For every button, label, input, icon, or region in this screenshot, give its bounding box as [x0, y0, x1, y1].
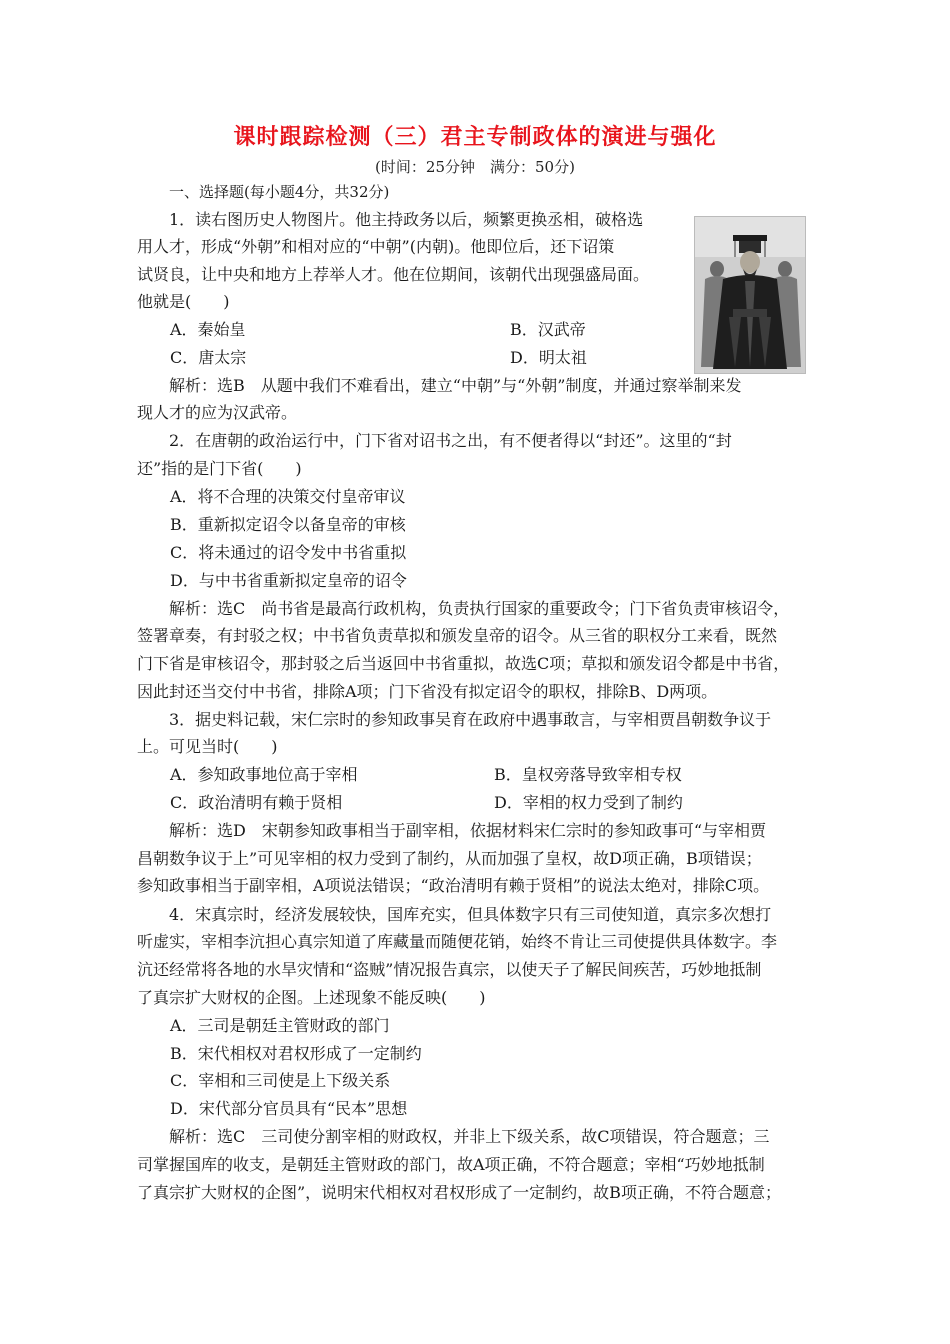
q1-analysis-1: 解析：选B 从题中我们不难看出，建立“中朝”与“外朝”制度，并通过察举制来发 — [169, 376, 742, 395]
q2-option-d: D．与中书省重新拟定皇帝的诏令 — [170, 571, 407, 590]
q2-line-2: 还”指的是门下省( ) — [137, 459, 302, 478]
q1-option-d: D．明太祖 — [510, 348, 587, 367]
emperor-figure-icon — [695, 217, 805, 373]
q4-option-b: B．宋代相权对君权形成了一定制约 — [170, 1044, 422, 1063]
q3-line-2: 上。可见当时( ) — [137, 737, 278, 756]
emperor-portrait-image — [694, 216, 806, 374]
q1-line-4: 他就是( ) — [137, 292, 230, 311]
q1-analysis-2: 现人才的应为汉武帝。 — [137, 403, 298, 422]
q4-analysis-3: 了真宗扩大财权的企图”，说明宋代相权对君权形成了一定制约，故B项正确，不符合题意； — [137, 1183, 781, 1202]
q3-option-a: A．参知政事地位高于宰相 — [170, 765, 358, 784]
q2-option-c: C．将未通过的诏令发中书省重拟 — [170, 543, 407, 562]
q4-option-c: C．宰相和三司使是上下级关系 — [170, 1071, 391, 1090]
q3-option-c: C．政治清明有赖于贤相 — [170, 793, 343, 812]
q4-analysis-1: 解析：选C 三司使分割宰相的财政权，并非上下级关系，故C项错误，符合题意；三 — [169, 1127, 770, 1146]
q3-line-1: 3．据史料记载，宋仁宗时的参知政事吴育在政府中遇事敢言，与宰相贾昌朝数争议于 — [169, 710, 772, 729]
q4-line-4: 了真宗扩大财权的企图。上述现象不能反映( ) — [137, 988, 486, 1007]
q3-option-b: B．皇权旁落导致宰相专权 — [494, 765, 682, 784]
q2-analysis-2: 签署章奏，有封驳之权；中书省负责草拟和颁发皇帝的诏令。从三省的职权分工来看，既然 — [137, 626, 778, 645]
page-title: 课时跟踪检测（三）君主专制政体的演进与强化 — [233, 124, 717, 150]
q2-analysis-4: 因此封还当交付中书省，排除A项；门下省没有拟定诏令的职权，排除B、D两项。 — [137, 682, 718, 701]
q3-analysis-2: 昌朝数争议于上”可见宰相的权力受到了制约，从而加强了皇权，故D项正确，B项错误； — [137, 849, 762, 868]
section-heading: 一、选择题(每小题4分，共32分) — [169, 183, 390, 201]
q4-line-1: 4．宋真宗时，经济发展较快，国库充实，但具体数字只有三司使知道，真宗多次想打 — [169, 905, 772, 924]
q2-analysis-3: 门下省是审核诏令，那封驳之后当返回中书省重拟，故选C项；草拟和颁发诏令都是中书省， — [137, 654, 790, 673]
q1-option-a: A．秦始皇 — [170, 320, 246, 339]
q3-analysis-3: 参知政事相当于副宰相，A项说法错误；“政治清明有赖于贤相”的说法太绝对，排除C项。 — [137, 876, 770, 895]
q3-analysis-1: 解析：选D 宋朝参知政事相当于副宰相，依据材料宋仁宗时的参知政事可“与宰相贾 — [169, 821, 767, 840]
q2-line-1: 2．在唐朝的政治运行中，门下省对诏书之出，有不便者得以“封还”。这里的“封 — [169, 431, 732, 450]
q4-option-a: A．三司是朝廷主管财政的部门 — [170, 1016, 390, 1035]
q2-option-a: A．将不合理的决策交付皇帝审议 — [170, 487, 406, 506]
q4-line-2: 听虚实，宰相李沆担心真宗知道了库藏量而随便花销，始终不肯让三司使提供具体数字。李 — [137, 932, 778, 951]
q4-line-3: 沆还经常将各地的水旱灾情和“盗贼”情况报告真宗，以使天子了解民间疾苦，巧妙地抵制 — [137, 960, 762, 979]
q1-line-2: 用人才，形成“外朝”和相对应的“中朝”(内朝)。他即位后，还下诏策 — [137, 237, 615, 256]
q1-option-b: B．汉武帝 — [510, 320, 586, 339]
q2-option-b: B．重新拟定诏令以备皇帝的审核 — [170, 515, 406, 534]
time-score-info: (时间：25分钟 满分：50分) — [375, 158, 575, 176]
q3-option-d: D．宰相的权力受到了制约 — [494, 793, 683, 812]
q1-line-3: 试贤良，让中央和地方上荐举人才。他在位期间，该朝代出现强盛局面。 — [137, 265, 650, 284]
q1-option-c: C．唐太宗 — [170, 348, 247, 367]
q1-line-1: 1．读右图历史人物图片。他主持政务以后，频繁更换丞相，破格选 — [169, 210, 644, 229]
q2-analysis-1: 解析：选C 尚书省是最高行政机构，负责执行国家的重要政令；门下省负责审核诏令， — [169, 599, 790, 618]
q4-option-d: D．宋代部分官员具有“民本”思想 — [170, 1099, 408, 1118]
q4-analysis-2: 司掌握国库的收支，是朝廷主管财政的部门，故A项正确，不符合题意；宰相“巧妙地抵制 — [137, 1155, 765, 1174]
